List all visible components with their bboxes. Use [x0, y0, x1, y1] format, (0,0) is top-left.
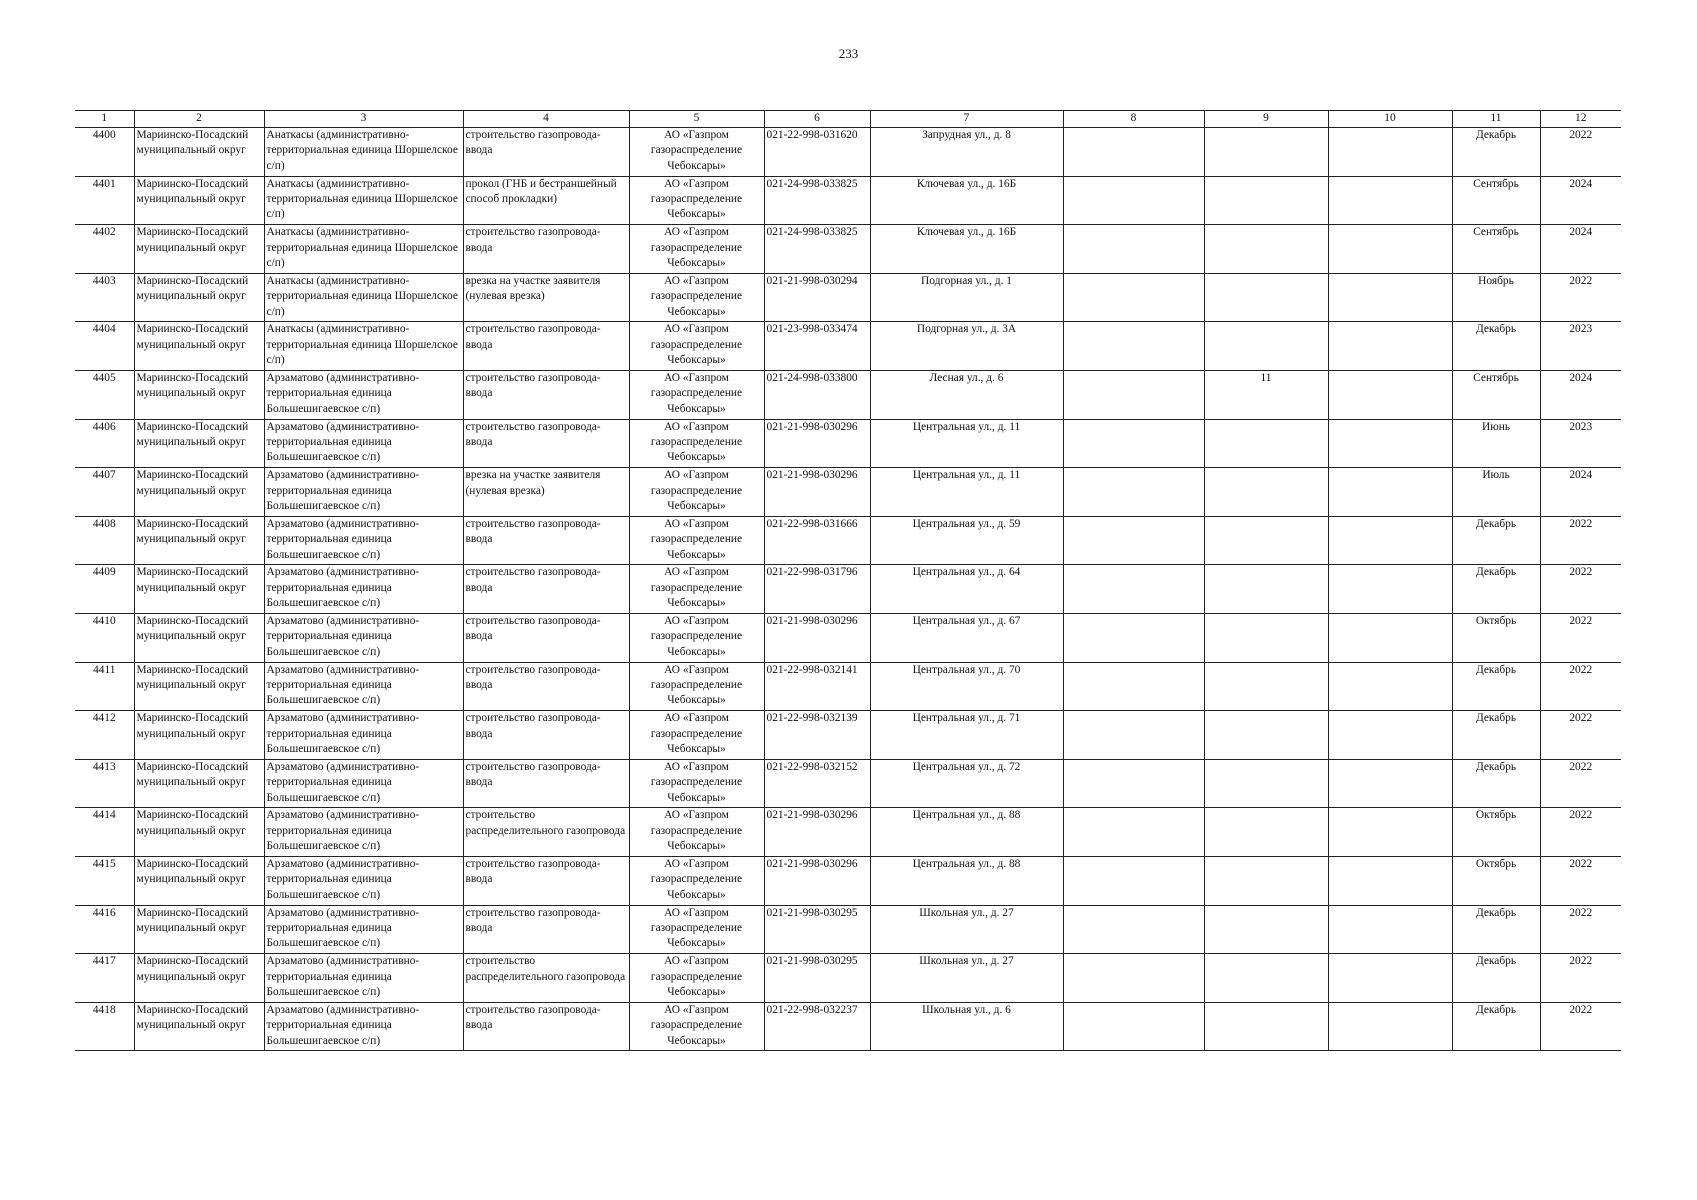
- cell-settlement: Арзаматово (административно-территориальная единица Большешигаевское с/п): [264, 954, 463, 1003]
- table-row: [75, 1002, 1621, 1051]
- cell-settlement: Анаткасы (административно-территориальная единица Шоршелское с/п): [264, 225, 463, 274]
- table-row: [75, 711, 1621, 760]
- cell-municipality: Мариинско-Посадский муниципальный округ: [134, 273, 264, 322]
- cell-application-number: 021-21-998-030294: [764, 273, 870, 322]
- cell-year: 2022: [1540, 613, 1621, 662]
- cell-col-8: [1063, 662, 1204, 711]
- cell-address: Школьная ул., д. 27: [870, 905, 1063, 954]
- cell-address: Центральная ул., д. 71: [870, 711, 1063, 760]
- cell-organization: АО «Газпром газораспределение Чебоксары»: [629, 225, 764, 274]
- cell-month: Декабрь: [1452, 1002, 1540, 1051]
- cell-row-number: 4410: [75, 613, 134, 662]
- cell-work-type: строительство газопровода-ввода: [463, 905, 629, 954]
- table-row: [75, 662, 1621, 711]
- cell-address: Запрудная ул., д. 8: [870, 128, 1063, 177]
- cell-col-9: [1204, 856, 1328, 905]
- cell-year: 2022: [1540, 711, 1621, 760]
- cell-col-10: [1328, 370, 1452, 419]
- cell-organization: АО «Газпром газораспределение Чебоксары»: [629, 273, 764, 322]
- table-row: [75, 370, 1621, 419]
- cell-col-8: [1063, 176, 1204, 225]
- table-header: [75, 111, 1621, 128]
- cell-address: Центральная ул., д. 11: [870, 419, 1063, 468]
- cell-address: Школьная ул., д. 27: [870, 954, 1063, 1003]
- cell-work-type: врезка на участке заявителя (нулевая врезка): [463, 273, 629, 322]
- cell-municipality: Мариинско-Посадский муниципальный округ: [134, 905, 264, 954]
- cell-row-number: 4417: [75, 954, 134, 1003]
- cell-row-number: 4401: [75, 176, 134, 225]
- cell-organization: АО «Газпром газораспределение Чебоксары»: [629, 808, 764, 857]
- cell-application-number: 021-22-998-032141: [764, 662, 870, 711]
- cell-col-9: [1204, 759, 1328, 808]
- cell-work-type: строительство газопровода-ввода: [463, 711, 629, 760]
- cell-row-number: 4411: [75, 662, 134, 711]
- cell-address: Центральная ул., д. 64: [870, 565, 1063, 614]
- table-row: [75, 322, 1621, 371]
- cell-col-9: [1204, 176, 1328, 225]
- cell-settlement: Арзаматово (административно-территориальная единица Большешигаевское с/п): [264, 468, 463, 517]
- cell-row-number: 4403: [75, 273, 134, 322]
- cell-month: Сентябрь: [1452, 176, 1540, 225]
- table-row: [75, 905, 1621, 954]
- cell-month: Сентябрь: [1452, 225, 1540, 274]
- cell-organization: АО «Газпром газораспределение Чебоксары»: [629, 856, 764, 905]
- cell-year: 2022: [1540, 662, 1621, 711]
- cell-col-10: [1328, 856, 1452, 905]
- cell-row-number: 4409: [75, 565, 134, 614]
- cell-row-number: 4415: [75, 856, 134, 905]
- cell-year: 2023: [1540, 419, 1621, 468]
- cell-col-8: [1063, 856, 1204, 905]
- cell-row-number: 4416: [75, 905, 134, 954]
- cell-work-type: строительство газопровода-ввода: [463, 1002, 629, 1051]
- cell-work-type: строительство газопровода-ввода: [463, 128, 629, 177]
- cell-month: Декабрь: [1452, 954, 1540, 1003]
- table-row: [75, 808, 1621, 857]
- cell-organization: АО «Газпром газораспределение Чебоксары»: [629, 128, 764, 177]
- cell-settlement: Арзаматово (административно-территориальная единица Большешигаевское с/п): [264, 370, 463, 419]
- cell-application-number: 021-22-998-032139: [764, 711, 870, 760]
- cell-col-9: [1204, 1002, 1328, 1051]
- cell-year: 2022: [1540, 905, 1621, 954]
- cell-application-number: 021-24-998-033800: [764, 370, 870, 419]
- table-row: [75, 273, 1621, 322]
- cell-application-number: 021-21-998-030296: [764, 419, 870, 468]
- cell-year: 2024: [1540, 468, 1621, 517]
- cell-municipality: Мариинско-Посадский муниципальный округ: [134, 128, 264, 177]
- cell-municipality: Мариинско-Посадский муниципальный округ: [134, 613, 264, 662]
- cell-month: Декабрь: [1452, 662, 1540, 711]
- cell-col-9: 11: [1204, 370, 1328, 419]
- cell-month: Октябрь: [1452, 808, 1540, 857]
- cell-address: Ключевая ул., д. 16Б: [870, 225, 1063, 274]
- cell-work-type: строительство газопровода-ввода: [463, 370, 629, 419]
- cell-col-10: [1328, 662, 1452, 711]
- cell-settlement: Анаткасы (административно-территориальная единица Шоршелское с/п): [264, 128, 463, 177]
- cell-settlement: Арзаматово (административно-территориальная единица Большешигаевское с/п): [264, 516, 463, 565]
- cell-year: 2022: [1540, 516, 1621, 565]
- cell-organization: АО «Газпром газораспределение Чебоксары»: [629, 711, 764, 760]
- cell-col-10: [1328, 516, 1452, 565]
- cell-organization: АО «Газпром газораспределение Чебоксары»: [629, 176, 764, 225]
- cell-month: Декабрь: [1452, 759, 1540, 808]
- cell-work-type: врезка на участке заявителя (нулевая врезка): [463, 468, 629, 517]
- cell-municipality: Мариинско-Посадский муниципальный округ: [134, 808, 264, 857]
- cell-settlement: Арзаматово (административно-территориальная единица Большешигаевское с/п): [264, 856, 463, 905]
- column-header-9: 9: [1204, 111, 1328, 128]
- cell-month: Декабрь: [1452, 322, 1540, 371]
- cell-col-10: [1328, 322, 1452, 371]
- cell-col-10: [1328, 905, 1452, 954]
- column-header-12: 12: [1540, 111, 1621, 128]
- cell-col-9: [1204, 954, 1328, 1003]
- cell-col-10: [1328, 176, 1452, 225]
- cell-row-number: 4413: [75, 759, 134, 808]
- cell-col-9: [1204, 273, 1328, 322]
- cell-organization: АО «Газпром газораспределение Чебоксары»: [629, 419, 764, 468]
- table-row: [75, 759, 1621, 808]
- cell-col-9: [1204, 468, 1328, 517]
- cell-work-type: строительство газопровода-ввода: [463, 225, 629, 274]
- column-header-3: 3: [264, 111, 463, 128]
- cell-address: Центральная ул., д. 11: [870, 468, 1063, 517]
- column-header-11: 11: [1452, 111, 1540, 128]
- cell-col-8: [1063, 905, 1204, 954]
- cell-month: Декабрь: [1452, 128, 1540, 177]
- cell-col-10: [1328, 759, 1452, 808]
- cell-col-8: [1063, 128, 1204, 177]
- cell-col-9: [1204, 662, 1328, 711]
- page-number: 233: [838, 46, 859, 61]
- cell-municipality: Мариинско-Посадский муниципальный округ: [134, 711, 264, 760]
- cell-row-number: 4404: [75, 322, 134, 371]
- column-header-2: 2: [134, 111, 264, 128]
- cell-municipality: Мариинско-Посадский муниципальный округ: [134, 419, 264, 468]
- cell-col-9: [1204, 711, 1328, 760]
- column-header-10: 10: [1328, 111, 1452, 128]
- cell-year: 2024: [1540, 225, 1621, 274]
- cell-settlement: Арзаматово (административно-территориальная единица Большешигаевское с/п): [264, 419, 463, 468]
- cell-row-number: 4405: [75, 370, 134, 419]
- cell-settlement: Арзаматово (административно-территориальная единица Большешигаевское с/п): [264, 711, 463, 760]
- cell-year: 2022: [1540, 1002, 1621, 1051]
- cell-col-10: [1328, 128, 1452, 177]
- cell-col-10: [1328, 711, 1452, 760]
- cell-row-number: 4414: [75, 808, 134, 857]
- cell-work-type: строительство распределительного газопровода: [463, 808, 629, 857]
- cell-year: 2022: [1540, 856, 1621, 905]
- cell-address: Школьная ул., д. 6: [870, 1002, 1063, 1051]
- cell-work-type: строительство распределительного газопровода: [463, 954, 629, 1003]
- cell-organization: АО «Газпром газораспределение Чебоксары»: [629, 613, 764, 662]
- cell-settlement: Арзаматово (административно-территориальная единица Большешигаевское с/п): [264, 905, 463, 954]
- cell-work-type: строительство газопровода-ввода: [463, 516, 629, 565]
- cell-month: Июнь: [1452, 419, 1540, 468]
- cell-col-9: [1204, 419, 1328, 468]
- table-row: [75, 419, 1621, 468]
- column-header-7: 7: [870, 111, 1063, 128]
- cell-organization: АО «Газпром газораспределение Чебоксары»: [629, 1002, 764, 1051]
- cell-col-8: [1063, 565, 1204, 614]
- cell-address: Ключевая ул., д. 16Б: [870, 176, 1063, 225]
- cell-application-number: 021-22-998-031666: [764, 516, 870, 565]
- cell-address: Центральная ул., д. 88: [870, 856, 1063, 905]
- cell-settlement: Арзаматово (административно-территориальная единица Большешигаевское с/п): [264, 662, 463, 711]
- cell-municipality: Мариинско-Посадский муниципальный округ: [134, 468, 264, 517]
- cell-organization: АО «Газпром газораспределение Чебоксары»: [629, 468, 764, 517]
- cell-settlement: Арзаматово (административно-территориальная единица Большешигаевское с/п): [264, 1002, 463, 1051]
- table-body: [75, 128, 1621, 1051]
- table-row: [75, 856, 1621, 905]
- cell-year: 2024: [1540, 176, 1621, 225]
- cell-settlement: Арзаматово (административно-территориальная единица Большешигаевское с/п): [264, 613, 463, 662]
- cell-application-number: 021-22-998-031620: [764, 128, 870, 177]
- column-header-6: 6: [764, 111, 870, 128]
- cell-col-8: [1063, 759, 1204, 808]
- cell-application-number: 021-21-998-030296: [764, 856, 870, 905]
- cell-col-8: [1063, 613, 1204, 662]
- cell-col-10: [1328, 419, 1452, 468]
- cell-address: Центральная ул., д. 72: [870, 759, 1063, 808]
- cell-settlement: Анаткасы (административно-территориальная единица Шоршелское с/п): [264, 273, 463, 322]
- cell-row-number: 4407: [75, 468, 134, 517]
- cell-col-8: [1063, 711, 1204, 760]
- cell-application-number: 021-24-998-033825: [764, 176, 870, 225]
- cell-col-10: [1328, 613, 1452, 662]
- table-row: [75, 468, 1621, 517]
- cell-col-8: [1063, 1002, 1204, 1051]
- cell-row-number: 4406: [75, 419, 134, 468]
- cell-row-number: 4408: [75, 516, 134, 565]
- cell-year: 2022: [1540, 273, 1621, 322]
- cell-col-10: [1328, 954, 1452, 1003]
- column-header-5: 5: [629, 111, 764, 128]
- table-row: [75, 128, 1621, 177]
- cell-month: Октябрь: [1452, 856, 1540, 905]
- table-row: [75, 176, 1621, 225]
- cell-organization: АО «Газпром газораспределение Чебоксары»: [629, 516, 764, 565]
- cell-settlement: Анаткасы (административно-территориальная единица Шоршелское с/п): [264, 176, 463, 225]
- cell-work-type: строительство газопровода-ввода: [463, 662, 629, 711]
- column-header-1: 1: [75, 111, 134, 128]
- cell-work-type: строительство газопровода-ввода: [463, 419, 629, 468]
- cell-municipality: Мариинско-Посадский муниципальный округ: [134, 856, 264, 905]
- cell-application-number: 021-23-998-033474: [764, 322, 870, 371]
- cell-work-type: строительство газопровода-ввода: [463, 759, 629, 808]
- cell-municipality: Мариинско-Посадский муниципальный округ: [134, 516, 264, 565]
- cell-month: Сентябрь: [1452, 370, 1540, 419]
- cell-col-8: [1063, 468, 1204, 517]
- cell-col-9: [1204, 808, 1328, 857]
- table-row: [75, 225, 1621, 274]
- cell-municipality: Мариинско-Посадский муниципальный округ: [134, 565, 264, 614]
- cell-col-10: [1328, 225, 1452, 274]
- cell-month: Декабрь: [1452, 905, 1540, 954]
- cell-application-number: 021-21-998-030295: [764, 954, 870, 1003]
- cell-work-type: строительство газопровода-ввода: [463, 322, 629, 371]
- cell-organization: АО «Газпром газораспределение Чебоксары»: [629, 759, 764, 808]
- cell-month: Декабрь: [1452, 516, 1540, 565]
- cell-organization: АО «Газпром газораспределение Чебоксары»: [629, 905, 764, 954]
- cell-month: Ноябрь: [1452, 273, 1540, 322]
- cell-settlement: Арзаматово (административно-территориальная единица Большешигаевское с/п): [264, 565, 463, 614]
- cell-col-8: [1063, 322, 1204, 371]
- cell-month: Октябрь: [1452, 613, 1540, 662]
- cell-col-8: [1063, 419, 1204, 468]
- cell-year: 2022: [1540, 759, 1621, 808]
- cell-col-9: [1204, 905, 1328, 954]
- cell-year: 2022: [1540, 808, 1621, 857]
- cell-col-9: [1204, 128, 1328, 177]
- cell-municipality: Мариинско-Посадский муниципальный округ: [134, 370, 264, 419]
- column-header-8: 8: [1063, 111, 1204, 128]
- cell-year: 2024: [1540, 370, 1621, 419]
- cell-work-type: прокол (ГНБ и бестраншейный способ прокладки): [463, 176, 629, 225]
- cell-address: Центральная ул., д. 59: [870, 516, 1063, 565]
- cell-organization: АО «Газпром газораспределение Чебоксары»: [629, 370, 764, 419]
- cell-year: 2023: [1540, 322, 1621, 371]
- cell-application-number: 021-22-998-032152: [764, 759, 870, 808]
- cell-col-9: [1204, 613, 1328, 662]
- cell-municipality: Мариинско-Посадский муниципальный округ: [134, 322, 264, 371]
- cell-municipality: Мариинско-Посадский муниципальный округ: [134, 1002, 264, 1051]
- table-row: [75, 613, 1621, 662]
- cell-municipality: Мариинско-Посадский муниципальный округ: [134, 176, 264, 225]
- cell-settlement: Арзаматово (административно-территориальная единица Большешигаевское с/п): [264, 759, 463, 808]
- cell-year: 2022: [1540, 954, 1621, 1003]
- cell-row-number: 4418: [75, 1002, 134, 1051]
- cell-settlement: Анаткасы (административно-территориальная единица Шоршелское с/п): [264, 322, 463, 371]
- cell-address: Центральная ул., д. 70: [870, 662, 1063, 711]
- table-row: [75, 954, 1621, 1003]
- cell-col-10: [1328, 468, 1452, 517]
- cell-address: Подгорная ул., д. 3А: [870, 322, 1063, 371]
- cell-row-number: 4412: [75, 711, 134, 760]
- cell-municipality: Мариинско-Посадский муниципальный округ: [134, 225, 264, 274]
- cell-year: 2022: [1540, 128, 1621, 177]
- cell-work-type: строительство газопровода-ввода: [463, 565, 629, 614]
- cell-work-type: строительство газопровода-ввода: [463, 613, 629, 662]
- cell-col-9: [1204, 565, 1328, 614]
- cell-col-10: [1328, 565, 1452, 614]
- cell-application-number: 021-21-998-030296: [764, 808, 870, 857]
- cell-application-number: 021-22-998-032237: [764, 1002, 870, 1051]
- cell-municipality: Мариинско-Посадский муниципальный округ: [134, 662, 264, 711]
- cell-col-8: [1063, 954, 1204, 1003]
- cell-col-9: [1204, 516, 1328, 565]
- cell-col-8: [1063, 273, 1204, 322]
- cell-address: Лесная ул., д. 6: [870, 370, 1063, 419]
- cell-col-10: [1328, 808, 1452, 857]
- cell-month: Декабрь: [1452, 711, 1540, 760]
- cell-organization: АО «Газпром газораспределение Чебоксары»: [629, 662, 764, 711]
- cell-organization: АО «Газпром газораспределение Чебоксары»: [629, 565, 764, 614]
- cell-col-9: [1204, 322, 1328, 371]
- cell-row-number: 4402: [75, 225, 134, 274]
- cell-work-type: строительство газопровода-ввода: [463, 856, 629, 905]
- cell-application-number: 021-21-998-030295: [764, 905, 870, 954]
- cell-address: Подгорная ул., д. 1: [870, 273, 1063, 322]
- cell-address: Центральная ул., д. 88: [870, 808, 1063, 857]
- cell-application-number: 021-22-998-031796: [764, 565, 870, 614]
- cell-application-number: 021-21-998-030296: [764, 613, 870, 662]
- cell-municipality: Мариинско-Посадский муниципальный округ: [134, 954, 264, 1003]
- cell-organization: АО «Газпром газораспределение Чебоксары»: [629, 954, 764, 1003]
- cell-municipality: Мариинско-Посадский муниципальный округ: [134, 759, 264, 808]
- cell-col-10: [1328, 273, 1452, 322]
- gasification-table: [75, 110, 1621, 1051]
- cell-col-8: [1063, 516, 1204, 565]
- cell-month: Июль: [1452, 468, 1540, 517]
- cell-organization: АО «Газпром газораспределение Чебоксары»: [629, 322, 764, 371]
- cell-settlement: Арзаматово (административно-территориальная единица Большешигаевское с/п): [264, 808, 463, 857]
- table-row: [75, 565, 1621, 614]
- cell-col-8: [1063, 225, 1204, 274]
- cell-address: Центральная ул., д. 67: [870, 613, 1063, 662]
- cell-col-8: [1063, 370, 1204, 419]
- cell-col-10: [1328, 1002, 1452, 1051]
- table-row: [75, 516, 1621, 565]
- cell-month: Декабрь: [1452, 565, 1540, 614]
- cell-application-number: 021-21-998-030296: [764, 468, 870, 517]
- column-header-4: 4: [463, 111, 629, 128]
- cell-year: 2022: [1540, 565, 1621, 614]
- cell-row-number: 4400: [75, 128, 134, 177]
- cell-application-number: 021-24-998-033825: [764, 225, 870, 274]
- cell-col-9: [1204, 225, 1328, 274]
- header-row: [75, 111, 1621, 128]
- cell-col-8: [1063, 808, 1204, 857]
